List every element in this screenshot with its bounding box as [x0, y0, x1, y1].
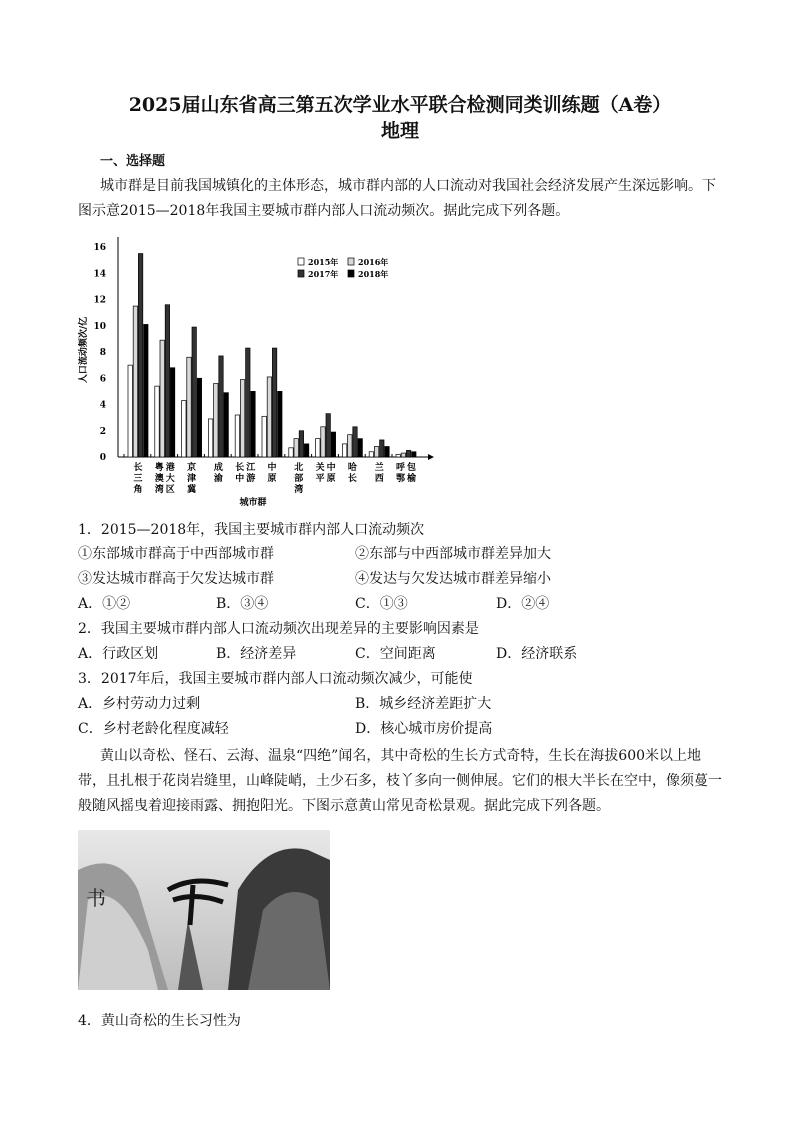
x-tick-label: 平原	[315, 474, 338, 484]
q2-option-d: D．经济联系	[496, 646, 578, 662]
x-tick-label: 澳大	[154, 474, 177, 484]
legend-label: 2017年	[308, 269, 339, 279]
y-tick-label: 6	[99, 374, 106, 385]
x-tick-label: 长	[347, 474, 359, 484]
bar-2018年	[224, 393, 228, 457]
huangshan-pine-photo	[78, 830, 330, 990]
intro2-line1: 黄山以奇松、怪石、云海、温泉“四绝”闻名，其中奇松的生长方式奇特，生长在海拔600米以上地	[100, 748, 702, 764]
x-tick-label: 兰	[374, 463, 386, 473]
x-tick-label: 北	[294, 463, 306, 473]
section-heading: 一、选择题	[100, 154, 166, 169]
legend-swatch	[298, 258, 304, 265]
y-tick-label: 10	[93, 321, 106, 332]
bar-2015年	[128, 365, 132, 457]
bar-2016年	[294, 439, 298, 457]
intro1-line2: 图示意2015—2018年我国主要城市群内部人口流动频次。据此完成下列各题。	[78, 203, 570, 219]
bar-2018年	[304, 444, 308, 457]
y-tick-label: 16	[93, 243, 106, 253]
legend-label: 2016年	[358, 257, 389, 267]
bar-2016年	[267, 377, 271, 457]
q1-option-b: B．③④	[216, 596, 269, 612]
bar-2016年	[160, 340, 164, 457]
exam-title: 2025届山东省高三第五次学业水平联合检测同类训练题（A卷）	[128, 94, 672, 116]
subject-title: 地理	[380, 120, 419, 142]
q2-option-a: A．行政区划	[78, 646, 159, 662]
svg-text:书: 书	[86, 886, 106, 910]
q2-stem: 2．我国主要城市群内部人口流动频次出现差异的主要影响因素是	[78, 621, 479, 637]
x-tick-label: 渝	[213, 474, 225, 484]
q3-option-c: C．乡村老龄化程度减轻	[78, 721, 229, 737]
x-tick-label: 津	[187, 474, 199, 484]
bar-2018年	[358, 439, 362, 457]
bar-2017年	[138, 254, 142, 457]
y-axis-label: 人口流动频次/亿	[79, 316, 89, 384]
x-tick-label: 冀	[187, 485, 199, 495]
bar-chart	[78, 235, 448, 515]
intro1-line1: 城市群是目前我国城镇化的主体形态，城市群内部的人口流动对我国社会经济发展产生深远影响。下	[100, 178, 716, 194]
bar-2015年	[182, 401, 186, 457]
bar-2017年	[406, 450, 410, 457]
bar-2017年	[326, 414, 330, 457]
q1-option-c: C．①③	[355, 596, 408, 612]
q3-option-b: B．城乡经济差距扩大	[355, 696, 492, 712]
bar-2015年	[396, 454, 400, 457]
q1-stem: 1．2015—2018年，我国主要城市群内部人口流动频次	[78, 522, 425, 538]
x-tick-label: 部	[294, 474, 306, 484]
q1-item: ③发达城市群高于欠发达城市群	[78, 571, 274, 587]
intro2-line3: 般随风摇曳着迎接雨露、拥抱阳光。下图示意黄山常见奇松景观。据此完成下列各题。	[78, 798, 610, 814]
bar-2015年	[369, 452, 373, 457]
q1-option-a: A．①②	[78, 596, 131, 612]
bar-2017年	[299, 431, 303, 457]
q1-item: ②东部与中西部城市群差异加大	[355, 546, 551, 562]
bar-2018年	[170, 368, 174, 457]
y-tick-label: 14	[93, 269, 106, 280]
x-tick-label: 关中	[315, 463, 338, 473]
bar-2016年	[214, 384, 218, 458]
q3-stem: 3．2017年后，我国主要城市群内部人口流动频次减少，可能使	[78, 671, 473, 687]
x-tick-label: 长江	[235, 463, 258, 473]
x-tick-label: 呼包	[395, 463, 419, 473]
bar-2017年	[219, 356, 223, 457]
y-tick-label: 4	[99, 400, 106, 411]
q1-item: ①东部城市群高于中西部城市群	[78, 546, 274, 562]
q2-option-c: C．空间距离	[355, 646, 436, 662]
bar-2016年	[348, 435, 352, 457]
q1-item: ④发达与欠发达城市群差异缩小	[355, 571, 551, 587]
legend-swatch	[348, 270, 354, 277]
x-axis-arrow	[428, 454, 434, 460]
legend-swatch	[348, 258, 354, 265]
q3-option-d: D．核心城市房价提高	[355, 721, 493, 737]
q4-stem: 4．黄山奇松的生长习性为	[78, 1013, 241, 1029]
bar-2016年	[240, 380, 244, 457]
x-tick-label: 原	[267, 474, 279, 484]
bar-2017年	[192, 327, 196, 457]
legend-swatch	[298, 270, 304, 277]
intro2-line2: 带，且扎根于花岗岩缝里，山峰陡峭，土少石多，枝丫多向一侧伸展。它们的根大半长在空中，像须蔓一	[78, 773, 722, 789]
x-tick-label: 成	[213, 463, 225, 473]
bar-2018年	[144, 324, 148, 457]
y-tick-label: 2	[99, 426, 106, 437]
bar-2016年	[321, 427, 325, 457]
bar-2015年	[155, 386, 159, 457]
bar-2018年	[331, 432, 335, 457]
y-tick-label: 12	[93, 295, 106, 306]
q1-option-d: D．②④	[496, 596, 550, 612]
bar-2015年	[342, 444, 346, 457]
x-tick-label: 中游	[235, 474, 258, 484]
bar-2017年	[272, 348, 276, 457]
bar-2017年	[380, 440, 384, 457]
bar-2015年	[235, 415, 239, 457]
bar-2018年	[251, 391, 255, 457]
bar-2018年	[278, 391, 282, 457]
bar-2016年	[401, 453, 405, 457]
x-tick-label: 湾	[294, 485, 306, 495]
x-tick-label: 哈	[347, 463, 359, 473]
x-tick-label: 西	[374, 474, 386, 484]
bar-2016年	[133, 306, 137, 457]
x-tick-label: 三	[133, 474, 145, 484]
y-tick-label: 0	[99, 453, 106, 463]
x-axis-label: 城市群	[239, 498, 267, 508]
bar-2015年	[289, 448, 293, 457]
y-tick-label: 8	[99, 348, 106, 358]
q3-option-a: A．乡村劳动力过剩	[78, 696, 201, 712]
x-tick-label: 京	[187, 463, 199, 473]
legend-label: 2015年	[308, 257, 339, 267]
q2-option-b: B．经济差异	[216, 646, 297, 662]
bar-2018年	[197, 378, 201, 457]
bar-2015年	[208, 419, 212, 457]
bar-2018年	[412, 452, 416, 457]
bar-2016年	[187, 357, 191, 457]
bar-2018年	[385, 447, 389, 458]
x-tick-label: 中	[267, 463, 279, 473]
bar-2017年	[246, 348, 250, 457]
x-tick-label: 鄂榆	[395, 474, 419, 484]
bar-2015年	[262, 416, 266, 457]
bar-2017年	[353, 427, 357, 457]
bar-2017年	[165, 305, 169, 457]
x-tick-label: 湾区	[154, 485, 177, 495]
bar-2016年	[374, 447, 378, 458]
x-tick-label: 角	[133, 485, 145, 495]
x-tick-label: 粤港	[154, 463, 177, 473]
legend-label: 2018年	[358, 269, 389, 279]
bar-2015年	[316, 439, 320, 457]
x-tick-label: 长	[133, 463, 145, 473]
